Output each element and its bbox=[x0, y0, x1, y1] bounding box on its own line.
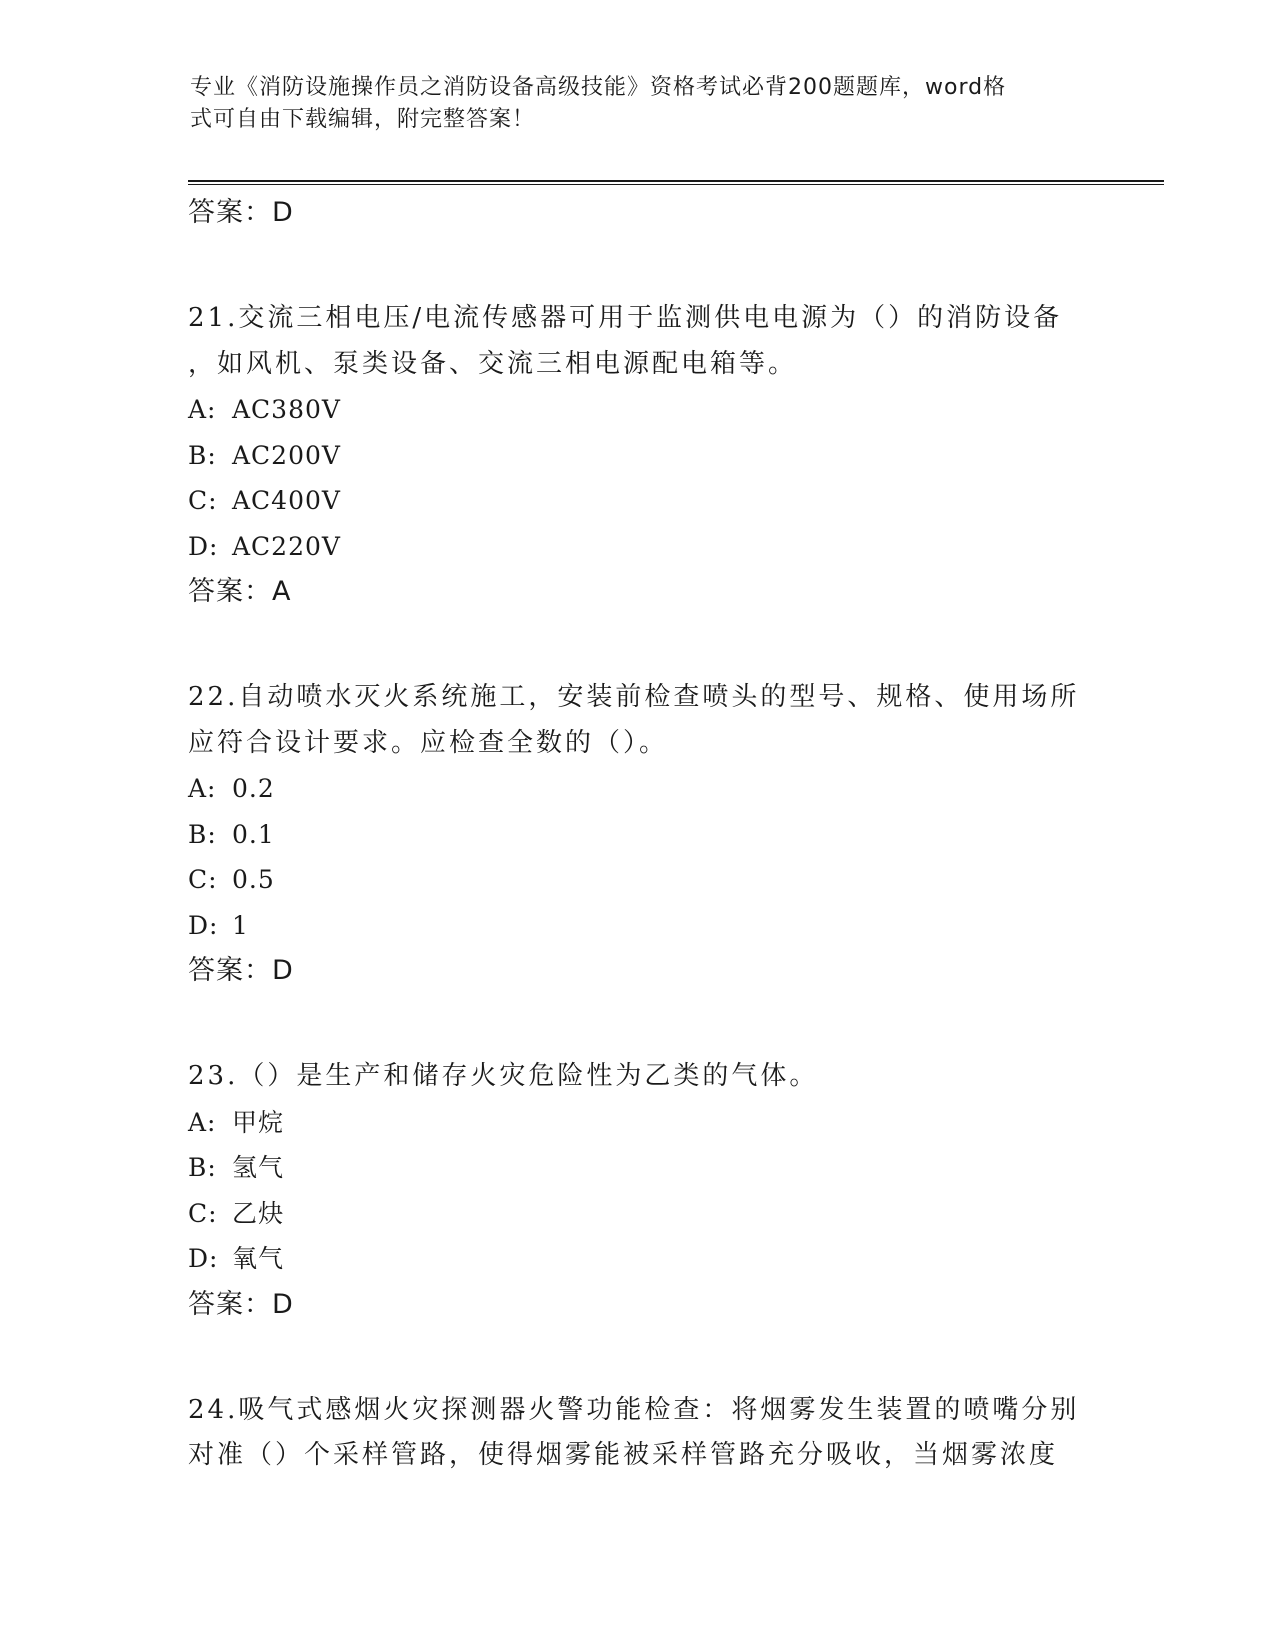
option-b bbox=[188, 433, 1088, 479]
option-key: A: bbox=[188, 774, 217, 803]
option-key: C: bbox=[188, 486, 218, 515]
option-c bbox=[188, 1191, 1088, 1237]
option-b bbox=[188, 1145, 1088, 1191]
question-23 bbox=[188, 1054, 1088, 1328]
option-text: AC400V bbox=[232, 486, 341, 515]
option-text: 乙炔 bbox=[232, 1198, 285, 1228]
option-d bbox=[188, 1236, 1088, 1282]
option-key: B: bbox=[188, 819, 217, 849]
stem-line: 24.吸气式感烟火灾探测器火警功能检查：将烟雾发生装置的喷嘴分别 bbox=[188, 1394, 1080, 1425]
option-a bbox=[188, 766, 1088, 812]
option-c bbox=[188, 857, 1088, 903]
option-key: C: bbox=[188, 1198, 218, 1228]
question-stem bbox=[188, 675, 1088, 766]
option-text: AC380V bbox=[232, 395, 341, 424]
option-text: 0.2 bbox=[232, 774, 275, 803]
stem-line: 应符合设计要求。应检查全数的（）。 bbox=[188, 727, 669, 758]
option-text: 氧气 bbox=[232, 1244, 285, 1273]
question-21 bbox=[188, 296, 1088, 615]
option-d bbox=[188, 903, 1088, 949]
option-key: B: bbox=[188, 440, 217, 470]
question-24 bbox=[188, 1388, 1088, 1479]
stem-line: ，如风机、泵类设备、交流三相电源配电箱等。 bbox=[188, 348, 798, 379]
answer-line: 答案：D bbox=[188, 197, 294, 228]
option-d bbox=[188, 524, 1088, 570]
header-divider bbox=[188, 180, 1164, 185]
stem-line: 22.自动喷水灭火系统施工，安装前检查喷头的型号、规格、使用场所 bbox=[188, 682, 1080, 712]
option-text: 甲烷 bbox=[232, 1107, 285, 1137]
option-text: 0.5 bbox=[232, 865, 275, 894]
option-key: D: bbox=[188, 1244, 219, 1273]
option-key: D: bbox=[188, 910, 219, 940]
document-body bbox=[188, 190, 1088, 1479]
question-stem bbox=[188, 1388, 1088, 1479]
option-text: 1 bbox=[232, 910, 249, 940]
header-line-1: 专业《消防设施操作员之消防设备高级技能》资格考试必背200题题库，word格 bbox=[190, 75, 1007, 100]
option-key: A: bbox=[188, 395, 217, 424]
answer-line: 答案：D bbox=[188, 1288, 294, 1320]
stem-line: 21.交流三相电压/电流传感器可用于监测供电电源为（）的消防设备 bbox=[188, 303, 1063, 333]
option-key: D: bbox=[188, 531, 219, 561]
option-a bbox=[188, 1100, 1088, 1146]
answer-line: 答案：A bbox=[188, 576, 292, 607]
question-22 bbox=[188, 675, 1088, 994]
option-text: 0.1 bbox=[232, 819, 275, 849]
page-header bbox=[190, 72, 1080, 136]
stem-line: 23.（）是生产和储存火灾危险性为乙类的气体。 bbox=[188, 1061, 819, 1091]
question-stem bbox=[188, 1054, 1088, 1100]
answer-line: 答案：D bbox=[188, 955, 294, 986]
stem-line: 对准（）个采样管路，使得烟雾能被采样管路充分吸收，当烟雾浓度 bbox=[188, 1440, 1059, 1470]
option-key: A: bbox=[188, 1107, 217, 1137]
question-stem bbox=[188, 296, 1088, 387]
header-line-2: 式可自由下载编辑，附完整答案！ bbox=[190, 107, 536, 132]
option-text: AC220V bbox=[232, 531, 341, 561]
option-key: C: bbox=[188, 865, 218, 894]
option-key: B: bbox=[188, 1153, 217, 1182]
option-b bbox=[188, 812, 1088, 858]
option-text: AC200V bbox=[232, 440, 341, 470]
option-text: 氢气 bbox=[232, 1153, 285, 1182]
option-a bbox=[188, 387, 1088, 433]
option-c bbox=[188, 478, 1088, 524]
